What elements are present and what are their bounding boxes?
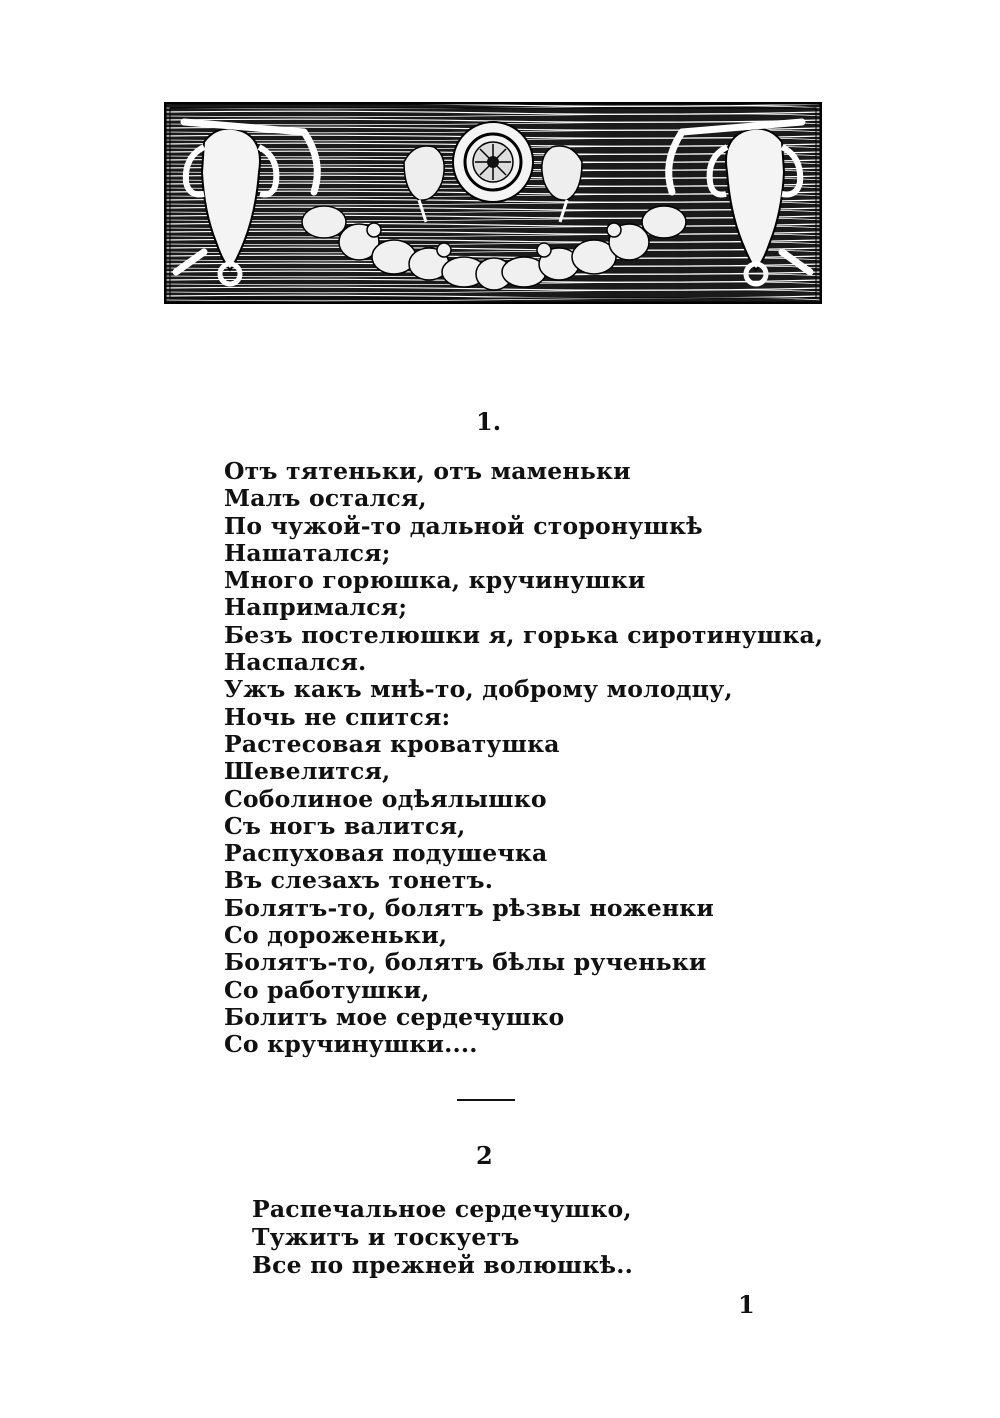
- poem-line: Нашатался;: [224, 538, 391, 567]
- poem-line: Со кручинушки....: [224, 1030, 478, 1059]
- poem-line: Со работушки,: [224, 975, 430, 1004]
- poem-line: Болятъ-то, болятъ рѣзвы ноженки: [224, 893, 715, 922]
- poem-line: Отъ тятеньки, отъ маменьки: [224, 457, 631, 485]
- poem-line: Соболиное одѣялышко: [224, 784, 547, 813]
- ornamental-headpiece: [164, 102, 822, 304]
- poem-line: Ночь не спится:: [224, 702, 451, 731]
- headpiece-engraving-icon: [164, 102, 822, 304]
- poem-line: Малъ остался,: [224, 484, 427, 513]
- poem-stanza: [252, 1195, 633, 1279]
- poem-line: Много горюшка, кручинушки: [224, 566, 646, 595]
- section-number: 2: [476, 1141, 493, 1170]
- poem-line: Все по прежней волюшкѣ..: [252, 1251, 634, 1279]
- section-number: 1.: [476, 407, 502, 436]
- poem-line: Съ ногъ валится,: [224, 811, 466, 840]
- poem-line: Со дороженьки,: [224, 921, 448, 950]
- poem-line: Распечальное сердечушко,: [252, 1195, 632, 1223]
- poem-line: Шевелится,: [224, 757, 391, 786]
- poem-line: Въ слезахъ тонетъ.: [224, 866, 494, 895]
- poem-line: По чужой-то дальной сторонушкѣ: [224, 511, 703, 540]
- poem-line: Тужитъ и тоскуетъ: [252, 1223, 520, 1251]
- section-divider: [457, 1099, 515, 1101]
- poem-line: Растесовая кроватушка: [224, 729, 560, 758]
- poem-line: Болятъ-то, болятъ бѣлы рученьки: [224, 948, 707, 977]
- poem-stanza: [224, 458, 823, 1059]
- poem-line: Напримался;: [224, 593, 408, 622]
- poem-line: Распуховая подушечка: [224, 839, 548, 868]
- poem-line: Болитъ мое сердечушко: [224, 1002, 565, 1031]
- poem-line: Наспался.: [224, 648, 367, 677]
- poem-line: Безъ постелюшки я, горька сиротинушка,: [224, 620, 824, 649]
- page-number: 1: [738, 1290, 755, 1319]
- poem-line: Ужъ какъ мнѣ-то, доброму молодцу,: [224, 675, 733, 704]
